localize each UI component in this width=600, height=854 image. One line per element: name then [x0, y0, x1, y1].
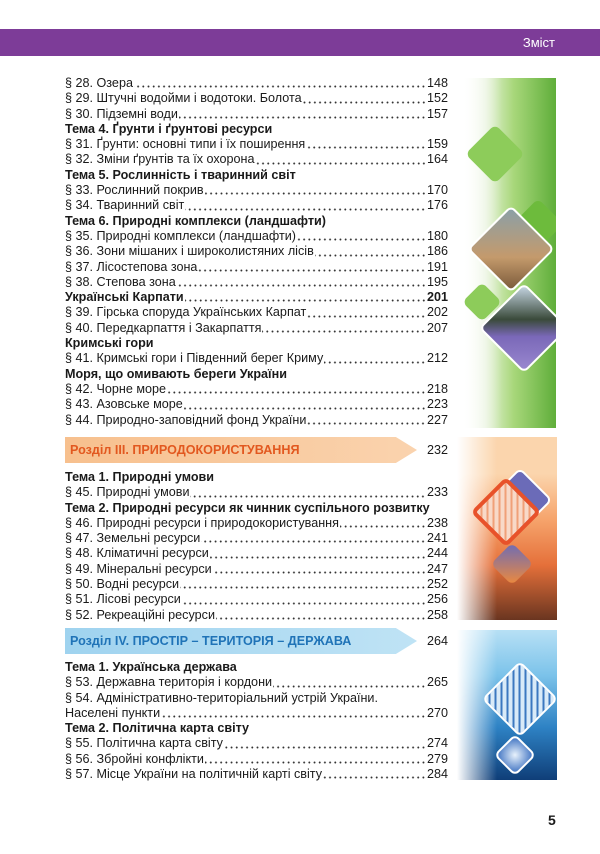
- toc-entry-title: § 53. Державна територія і кордони: [65, 675, 273, 690]
- section-4-heading[interactable]: [65, 628, 448, 654]
- dot-leader: [224, 739, 426, 749]
- toc-entry-page: 244: [426, 546, 448, 561]
- toc-entry-page: 256: [426, 592, 448, 607]
- toc-entry-page: 274: [426, 736, 448, 751]
- toc-entry[interactable]: [65, 183, 448, 198]
- toc-entry[interactable]: [65, 76, 448, 91]
- toc-entry-title: § 30. Підземні води: [65, 106, 178, 121]
- dot-leader: [180, 579, 426, 589]
- toc-entry[interactable]: [65, 562, 448, 577]
- toc-entry-page: 252: [426, 577, 448, 592]
- toc-entry-page: 164: [426, 152, 448, 167]
- toc-topic-heading: [65, 122, 448, 137]
- ornament-decor-image-orange: [457, 437, 557, 620]
- toc-entry-title: Кримські гори: [65, 336, 154, 351]
- toc-entry[interactable]: [65, 198, 448, 213]
- toc-entry-page: 157: [426, 106, 448, 121]
- toc-entry-title: § 47. Земельні ресурси: [65, 531, 201, 546]
- toc-entry-title: Моря, що омивають береги України: [65, 366, 287, 381]
- toc-entry-title: § 48. Кліматичні ресурси: [65, 546, 209, 561]
- toc-entry-title: Тема 1. Природні умови: [65, 470, 215, 484]
- dot-leader: [273, 678, 426, 688]
- toc-entry-title: § 56. Збройні конфлікти: [65, 751, 204, 766]
- toc-entry-title: § 41. Кримські гори і Південний берег Криму: [65, 351, 324, 366]
- toc-entry-title: § 49. Мінеральні ресурси: [65, 561, 212, 576]
- dot-leader: [182, 595, 426, 605]
- toc-topic-heading: [65, 721, 448, 736]
- toc-entry-page: 152: [426, 91, 448, 106]
- toc-block-1: [65, 76, 448, 428]
- toc-entry-title: § 29. Штучні водойми і водотоки. Болота: [65, 91, 302, 106]
- toc-topic-heading: [65, 367, 448, 382]
- toc-entry[interactable]: [65, 321, 448, 336]
- toc-entry-page: 186: [426, 244, 448, 259]
- toc-topic-heading: [65, 168, 448, 183]
- dot-leader: [256, 155, 426, 165]
- section-3-page: 232: [426, 443, 448, 457]
- toc-entry[interactable]: [65, 706, 448, 721]
- toc-entry-title: Українські Карпати: [65, 290, 184, 305]
- dot-leader: [185, 201, 426, 211]
- dot-leader: [216, 610, 426, 620]
- dot-leader: [323, 769, 426, 779]
- toc-entry[interactable]: [65, 305, 448, 320]
- toc-entry-page: 247: [426, 561, 448, 576]
- dot-leader: [134, 78, 426, 88]
- dot-leader: [324, 354, 426, 364]
- dot-leader: [179, 109, 426, 119]
- dot-leader: [161, 708, 426, 718]
- header-title: Зміст: [522, 35, 555, 50]
- toc-entry-page: 195: [426, 274, 448, 289]
- toc-entry-title: § 44. Природно-заповідний фонд України: [65, 412, 307, 427]
- toc-entry-page: 227: [426, 412, 448, 427]
- toc-entry-title: Тема 2. Політична карта світу: [65, 721, 250, 736]
- toc-entry[interactable]: [65, 397, 448, 412]
- dot-leader: [306, 139, 426, 149]
- dot-leader: [307, 415, 426, 425]
- dot-leader: [167, 384, 426, 394]
- toc-entry-title: § 40. Передкарпаття і Закарпаття: [65, 320, 262, 335]
- section-4-page: 264: [426, 634, 448, 648]
- toc-entry-title: § 31. Ґрунти: основні типи і їх поширення: [65, 137, 306, 152]
- toc-entry[interactable]: [65, 107, 448, 122]
- toc-entry[interactable]: [65, 577, 448, 592]
- dot-leader: [213, 564, 426, 574]
- toc-entry-page: 223: [426, 397, 448, 412]
- toc-entry-title: § 45. Природні умови: [65, 485, 190, 500]
- dot-leader: [297, 231, 426, 241]
- section-4-title: Розділ IV. ПРОСТІР – ТЕРИТОРІЯ – ДЕРЖАВА: [70, 634, 352, 648]
- toc-entry-title: § 35. Природні комплекси (ландшафти): [65, 228, 296, 243]
- dot-leader: [198, 262, 426, 272]
- toc-entry-page: 176: [426, 198, 448, 213]
- toc-entry[interactable]: [65, 752, 448, 767]
- toc-entry-title: § 57. Місце України на політичній карті світу: [65, 767, 322, 782]
- toc-topic-heading: [65, 691, 448, 706]
- toc-entry[interactable]: [65, 351, 448, 366]
- dot-leader: [210, 549, 426, 559]
- toc-entry-title: § 55. Політична карта світу: [65, 736, 223, 751]
- toc-entry-title: Тема 6. Природні комплекси (ландшафти): [65, 213, 326, 228]
- toc-entry[interactable]: [65, 152, 448, 167]
- toc-entry-title: § 51. Лісові ресурси: [65, 592, 181, 607]
- toc-entry-page: 284: [426, 767, 448, 782]
- toc-entry-title: § 54. Адміністративно-територіальний устрій України.: [65, 690, 378, 705]
- toc-entry-title: Тема 2. Природні ресурси як чинник суспільного розвитку: [65, 500, 430, 515]
- dot-leader: [205, 185, 426, 195]
- section-3-title: Розділ ІІІ. ПРИРОДОКОРИСТУВАННЯ: [70, 443, 300, 457]
- dot-leader: [190, 488, 426, 498]
- toc-entry-page: 218: [426, 381, 448, 396]
- toc-entry-page: 148: [426, 76, 448, 90]
- toc-entry-page: 270: [426, 705, 448, 720]
- toc-topic-heading: [65, 470, 448, 485]
- toc-entry-page: 201: [426, 290, 448, 305]
- toc-entry-title: Тема 4. Ґрунти і ґрунтові ресурси: [65, 121, 273, 136]
- toc-topic-heading: [65, 501, 448, 516]
- toc-entry[interactable]: [65, 290, 448, 305]
- toc-entry[interactable]: [65, 260, 448, 275]
- toc-entry-page: 191: [426, 259, 448, 274]
- toc-entry-title: § 36. Зони мішаних і широколистяних лісів: [65, 244, 314, 259]
- toc-entry-title: Населені пункти: [65, 705, 161, 720]
- toc-entry[interactable]: [65, 275, 448, 290]
- toc-entry-page: 180: [426, 228, 448, 243]
- toc-entry-page: 258: [426, 607, 448, 622]
- toc-entry[interactable]: [65, 675, 448, 690]
- nature-decor-image: [462, 78, 556, 428]
- toc-entry-title: § 52. Рекреаційні ресурси: [65, 607, 215, 622]
- toc-entry[interactable]: [65, 413, 448, 428]
- header-bar: [0, 29, 600, 56]
- dot-leader: [340, 518, 426, 528]
- toc-entry-title: § 46. Природні ресурси і природокористування: [65, 515, 339, 530]
- toc-entry-title: § 32. Зміни ґрунтів та їх охорона: [65, 152, 255, 167]
- toc-topic-heading: [65, 336, 448, 351]
- toc-entry[interactable]: [65, 736, 448, 751]
- toc-entry-page: 238: [426, 515, 448, 530]
- toc-entry[interactable]: [65, 229, 448, 244]
- toc-entry[interactable]: [65, 767, 448, 782]
- toc-topic-heading: [65, 214, 448, 229]
- toc-entry-title: § 34. Тваринний світ: [65, 198, 185, 213]
- toc-entry[interactable]: [65, 244, 448, 259]
- toc-entry[interactable]: [65, 608, 448, 623]
- toc-entry-page: 233: [426, 485, 448, 500]
- toc-entry[interactable]: [65, 546, 448, 561]
- toc-block-3: [65, 660, 448, 782]
- toc-entry-page: 241: [426, 531, 448, 546]
- dot-leader: [201, 533, 426, 543]
- toc-entry[interactable]: [65, 531, 448, 546]
- toc-entry-page: 265: [426, 675, 448, 690]
- section-3-heading[interactable]: [65, 437, 448, 463]
- toc-entry[interactable]: [65, 91, 448, 106]
- toc-entry-page: 279: [426, 751, 448, 766]
- toc-entry-title: § 37. Лісостепова зона: [65, 259, 198, 274]
- toc-entry-page: 159: [426, 137, 448, 152]
- toc-entry-page: 212: [426, 351, 448, 366]
- toc-entry-title: § 42. Чорне море: [65, 381, 167, 396]
- dot-leader: [303, 94, 426, 104]
- toc-entry-page: 202: [426, 305, 448, 320]
- toc-entry[interactable]: [65, 485, 448, 500]
- ornament-decor-image-blue: [457, 630, 557, 780]
- dot-leader: [184, 400, 426, 410]
- toc-entry[interactable]: [65, 137, 448, 152]
- toc-entry-page: 170: [426, 183, 448, 198]
- toc-entry-title: § 39. Гірська споруда Українських Карпат: [65, 305, 307, 320]
- dot-leader: [315, 247, 426, 257]
- toc-topic-heading: [65, 660, 448, 675]
- toc-entry-title: § 50. Водні ресурси: [65, 577, 180, 592]
- toc-entry[interactable]: [65, 382, 448, 397]
- toc-block-2: [65, 470, 448, 623]
- toc-entry-title: § 38. Степова зона: [65, 274, 176, 289]
- toc-entry-page: 207: [426, 320, 448, 335]
- dot-leader: [185, 292, 426, 302]
- dot-leader: [177, 277, 426, 287]
- toc-entry-title: § 43. Азовське море: [65, 397, 183, 412]
- toc-entry-title: § 33. Рослинний покрив: [65, 183, 204, 198]
- toc-entry-title: Тема 5. Рослинність і тваринний світ: [65, 167, 296, 182]
- page-number: 5: [548, 812, 556, 828]
- dot-leader: [262, 323, 426, 333]
- toc-entry-title: Тема 1. Українська держава: [65, 660, 237, 674]
- toc-entry[interactable]: [65, 592, 448, 607]
- dot-leader: [205, 754, 426, 764]
- toc-entry-title: § 28. Озера: [65, 76, 133, 90]
- dot-leader: [307, 308, 426, 318]
- toc-entry[interactable]: [65, 516, 448, 531]
